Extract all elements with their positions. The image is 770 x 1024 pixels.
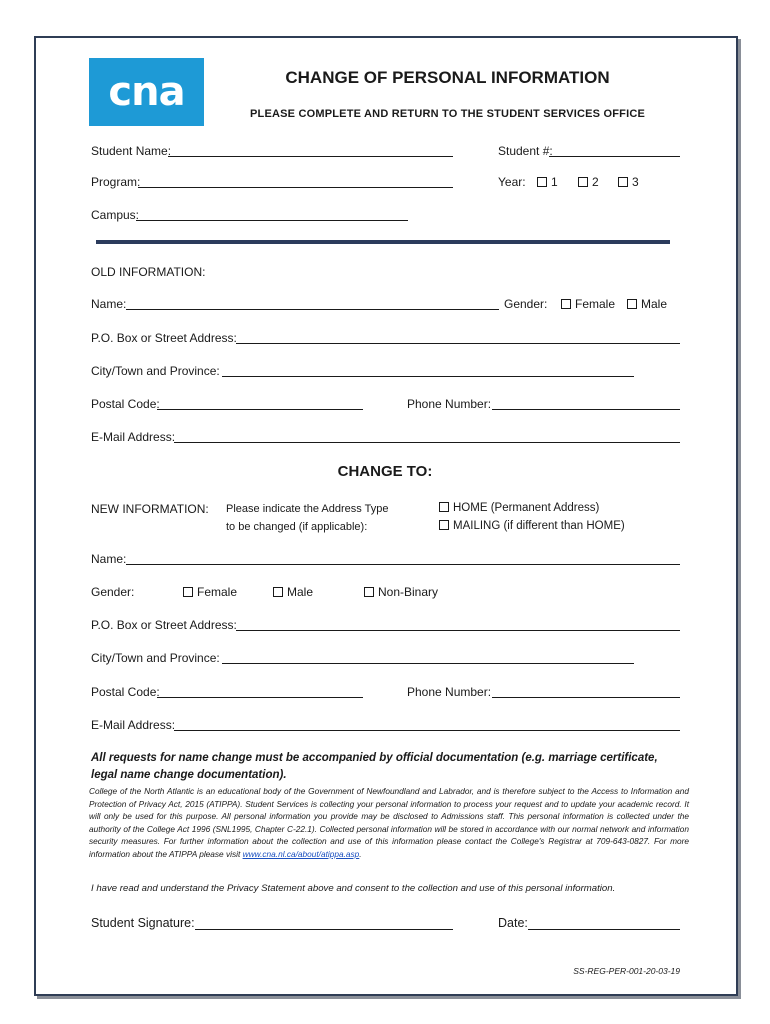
- year-option-3[interactable]: 3: [618, 175, 639, 189]
- new-postal-label: Postal Code:: [91, 685, 160, 699]
- old-phone-field[interactable]: [492, 409, 680, 410]
- year-label: Year:: [498, 175, 526, 189]
- new-address-field[interactable]: [236, 630, 680, 631]
- section-divider: [96, 240, 670, 244]
- checkbox-icon: [183, 587, 193, 597]
- new-name-label: Name:: [91, 552, 127, 566]
- checkbox-icon: [439, 502, 449, 512]
- new-city-field[interactable]: [222, 663, 634, 664]
- old-info-heading: OLD INFORMATION:: [91, 265, 206, 279]
- signature-label: Student Signature:: [91, 916, 195, 930]
- consent-statement: I have read and understand the Privacy Statement above and consent to the collection and use of this personal information.: [91, 883, 616, 894]
- change-to-heading: CHANGE TO:: [337, 463, 433, 480]
- year-option-1[interactable]: 1: [537, 175, 558, 189]
- checkbox-icon: [578, 177, 588, 187]
- old-address-field[interactable]: [236, 343, 680, 344]
- new-phone-field[interactable]: [492, 697, 680, 698]
- address-type-instruction-2: to be changed (if applicable):: [226, 521, 368, 533]
- old-phone-label: Phone Number:: [407, 397, 492, 411]
- old-gender-female[interactable]: Female: [561, 297, 615, 311]
- checkbox-icon: [627, 299, 637, 309]
- student-name-field[interactable]: [168, 156, 453, 157]
- old-postal-label: Postal Code:: [91, 397, 160, 411]
- old-email-label: E-Mail Address:: [91, 430, 176, 444]
- new-city-label: City/Town and Province:: [91, 651, 220, 665]
- old-name-field[interactable]: [126, 309, 499, 310]
- checkbox-icon: [561, 299, 571, 309]
- checkbox-icon: [273, 587, 283, 597]
- privacy-statement: College of the North Atlantic is an educational body of the Government of Newfoundland and Labrador, and is therefore subject to the Access to Information and Protection of Privacy Act, 2015 (ATIPPA). Student Services is collecting your personal information to process your request and to update your academic record. It will only be used for this purpose. All personal information you provide may be disclosed to Admissions staff. This personal information is collected under the authority of the College Act 1996 (SNL1995, Chapter C-22.1). Collected personal information will be stored in accordance with our normal network and information security measures. For further information about the collection and use of this information please contact the College's Registrar at 709-643-0827. For more information about the ATIPPA please visit www.cna.nl.ca/about/atippa.asp.: [89, 786, 689, 859]
- form-code: SS-REG-PER-001-20-03-19: [573, 966, 680, 976]
- name-change-notice: All requests for name change must be accompanied by official documentation (e.g. marriage certificate, legal name change documentation).: [91, 752, 658, 781]
- old-postal-field[interactable]: [157, 409, 363, 410]
- program-label: Program:: [91, 175, 141, 189]
- old-gender-label: Gender:: [504, 297, 548, 311]
- new-gender-non-binary[interactable]: Non-Binary: [364, 585, 438, 599]
- old-name-label: Name:: [91, 297, 127, 311]
- new-gender-female[interactable]: Female: [183, 585, 237, 599]
- address-type-mailing[interactable]: MAILING (if different than HOME): [439, 520, 625, 532]
- campus-field[interactable]: [136, 220, 408, 221]
- new-postal-field[interactable]: [157, 697, 363, 698]
- new-gender-label: Gender:: [91, 585, 135, 599]
- old-city-field[interactable]: [222, 376, 634, 377]
- form-title: CHANGE OF PERSONAL INFORMATION: [285, 68, 610, 87]
- atippa-link[interactable]: www.cna.nl.ca/about/atippa.asp: [242, 848, 360, 859]
- new-email-field[interactable]: [174, 730, 680, 731]
- old-city-label: City/Town and Province:: [91, 364, 220, 378]
- student-number-field[interactable]: [549, 156, 680, 157]
- student-number-label: Student #:: [498, 144, 553, 158]
- campus-label: Campus:: [91, 208, 140, 222]
- old-address-label: P.O. Box or Street Address:: [91, 331, 237, 345]
- date-label: Date:: [498, 916, 528, 930]
- new-gender-male[interactable]: Male: [273, 585, 313, 599]
- form-subtitle: PLEASE COMPLETE AND RETURN TO THE STUDENT SERVICES OFFICE: [250, 108, 646, 120]
- checkbox-icon: [537, 177, 547, 187]
- checkbox-icon: [618, 177, 628, 187]
- new-email-label: E-Mail Address:: [91, 718, 176, 732]
- new-phone-label: Phone Number:: [407, 685, 492, 699]
- program-field[interactable]: [138, 187, 453, 188]
- checkbox-icon: [439, 520, 449, 530]
- cna-logo: cna: [89, 58, 204, 126]
- old-gender-male[interactable]: Male: [627, 297, 667, 311]
- signature-field[interactable]: [195, 929, 453, 930]
- checkbox-icon: [364, 587, 374, 597]
- student-name-label: Student Name:: [91, 144, 172, 158]
- new-info-label: NEW INFORMATION:: [91, 502, 209, 516]
- old-email-field[interactable]: [174, 442, 680, 443]
- address-type-home[interactable]: HOME (Permanent Address): [439, 502, 599, 514]
- address-type-instruction-1: Please indicate the Address Type: [226, 503, 389, 515]
- new-address-label: P.O. Box or Street Address:: [91, 618, 237, 632]
- date-field[interactable]: [528, 929, 680, 930]
- year-option-2[interactable]: 2: [578, 175, 599, 189]
- new-name-field[interactable]: [126, 564, 680, 565]
